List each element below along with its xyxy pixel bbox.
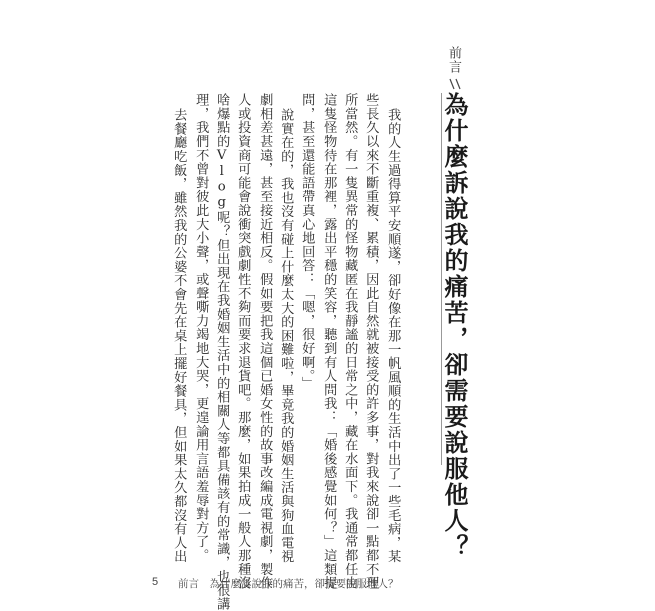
body-column: 劇相差甚遠，甚至接近相反。假如要把我這個已婚女性的故事改編成電視劇，製作 [257, 93, 273, 590]
body-column: 人或投資商可能會說衝突戲劇性不夠而要求退貨吧。那麼，如果拍成一般人那種沒 [235, 93, 251, 590]
page-number: 5 [152, 576, 159, 588]
body-column: 理，我們不曾對彼此大小聲，或聲嘶力竭地大哭，更遑論用言語羞辱對方了。 [193, 93, 209, 563]
double-slash-mark-icon [448, 77, 462, 91]
body-column: 些長久以來不斷重複、累積，因此自然就被接受的許多事，對我來說卻一點都不理 [363, 93, 379, 590]
chapter-title: 為什麼訴說我的痛苦，卻需要說服他人？ [440, 92, 469, 560]
section-label: 前言 [446, 46, 461, 74]
body-column: 說實在的，我也沒有碰上什麼太大的困難啦，畢竟我的婚姻生活與狗血電視 [278, 108, 294, 564]
body-column: 這隻怪物待在那裡，露出平穩的笑容，聽到有人問我：「婚後感覺如何？」這類提 [321, 93, 337, 590]
body-column: 我的人生過得算平安順遂，卻好像在那一帆風順的生活中出了一些毛病，某 [385, 108, 401, 564]
body-column: 啥爆點的Vlog呢？但出現在我婚姻生活中的相關人等都具備該有的常識，也很講 [214, 93, 230, 611]
body-column: 所當然。有一隻異常的怪物藏匿在我靜謐的日常之中，藏在水面下。我通常都任由 [342, 93, 358, 590]
body-column: 問，甚至還能語帶真心地回答：「嗯，很好啊。」 [299, 93, 315, 390]
body-column: 去餐廳吃飯，雖然我的公婆不會先在桌上擺好餐具，但如果太久都沒有人出 [171, 108, 187, 564]
running-head: 前言 為什麼訴說我的痛苦，卻需要說服他人？ [178, 578, 399, 590]
